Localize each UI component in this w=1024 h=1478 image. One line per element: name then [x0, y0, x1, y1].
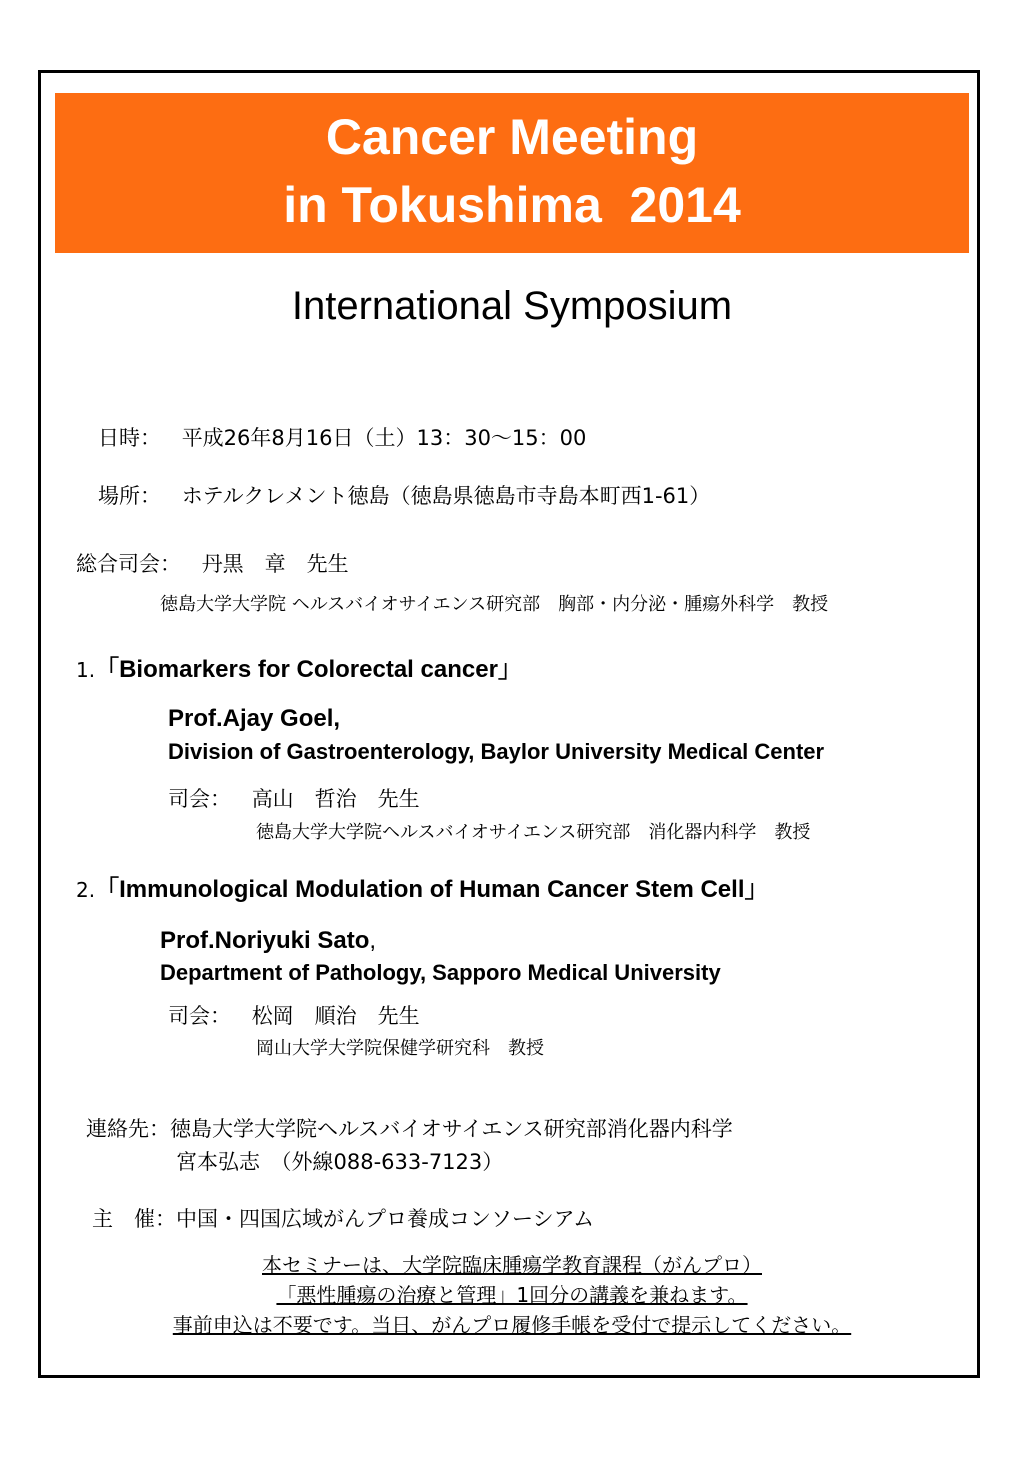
talk2-number: 2.	[76, 878, 96, 902]
talk1-chair-name: 高山 哲治 先生	[251, 787, 420, 811]
contact-row	[86, 1115, 733, 1143]
talk1-chair-affiliation: 徳島大学大学院ヘルスバイオサイエンス研究部 消化器内科学 教授	[256, 822, 811, 843]
talk2-title: 「Immunological Modulation of Human Cancer Stem Cell」	[95, 876, 769, 903]
host-label: 主 催：	[92, 1207, 176, 1231]
talk2-speaker-affiliation: Department of Pathology, Sapporo Medical University	[160, 960, 721, 985]
notice-block	[0, 1250, 1024, 1340]
datetime-row	[98, 424, 586, 452]
subtitle: International Symposium	[291, 284, 733, 328]
talk2-heading	[76, 874, 769, 906]
talk1-speaker-affiliation: Division of Gastroenterology, Baylor University Medical Center	[168, 739, 825, 764]
contact-person: 宮本弘志 （外線088-633-7123）	[176, 1150, 504, 1174]
talk2-speaker-comma: ,	[369, 927, 377, 954]
venue-value: ホテルクレメント徳島（徳島県徳島市寺島本町西1-61）	[181, 484, 711, 508]
datetime-value: 平成26年8月16日（土）13：30～15：00	[181, 426, 587, 450]
notice-line3: 事前申込は不要です。当日、がんプロ履修手帳を受付で提示してください。	[172, 1313, 852, 1337]
contact-org: 徳島大学大学院ヘルスバイオサイエンス研究部消化器内科学	[170, 1117, 733, 1141]
host-row	[92, 1205, 594, 1233]
notice-line2: 「悪性腫瘍の治療と管理」1回分の講義を兼ねます。	[276, 1283, 748, 1307]
contact-label: 連絡先：	[86, 1117, 170, 1141]
banner-title-line1: Cancer Meeting	[325, 109, 699, 165]
talk1-chair-label: 司会：	[168, 787, 231, 811]
talk2-speaker-row	[160, 925, 376, 957]
talk1-heading	[76, 654, 522, 686]
talk2-chair-name: 松岡 順治 先生	[251, 1004, 420, 1028]
talk2-chair-affiliation: 岡山大学大学院保健学研究科 教授	[256, 1038, 544, 1059]
talk1-number: 1.	[76, 658, 96, 682]
general-chair-row	[76, 550, 349, 578]
datetime-label: 日時：	[98, 426, 161, 450]
general-chair-label: 総合司会：	[76, 552, 181, 576]
general-chair-affiliation: 徳島大学大学院 ヘルスバイオサイエンス研究部 胸部・内分泌・腫瘍外科学 教授	[160, 594, 829, 615]
venue-label: 場所：	[98, 484, 161, 508]
venue-row	[98, 482, 710, 510]
general-chair-name: 丹黒 章 先生	[201, 552, 349, 576]
talk1-chair-row	[168, 785, 420, 813]
talk1-speaker: Prof.Ajay Goel,	[168, 705, 341, 732]
talk2-chair-label: 司会：	[168, 1004, 231, 1028]
title-banner	[55, 93, 969, 253]
host-value: 中国・四国広域がんプロ養成コンソーシアム	[176, 1207, 595, 1231]
talk2-chair-row	[168, 1002, 420, 1030]
talk1-title: 「Biomarkers for Colorectal cancer」	[95, 656, 522, 683]
talk2-speaker: Prof.Noriyuki Sato	[160, 927, 370, 954]
banner-title-line2: in Tokushima 2014	[283, 177, 741, 233]
notice-line1: 本セミナーは、大学院臨床腫瘍学教育課程（がんプロ）	[262, 1253, 762, 1277]
